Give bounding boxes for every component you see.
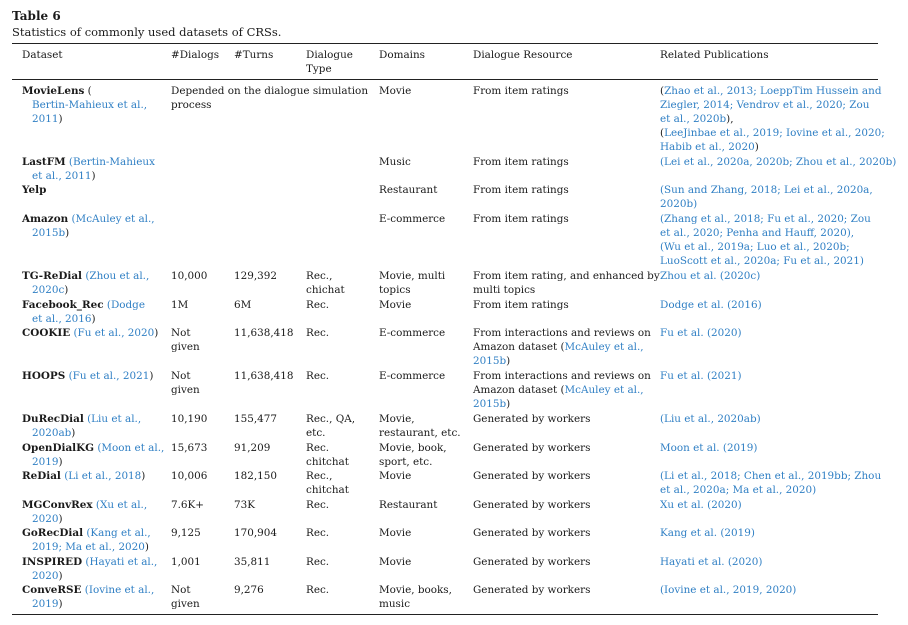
turns-cell: 11,638,418 xyxy=(234,370,294,382)
domains-cell: E-commerce xyxy=(379,370,446,382)
publication-link[interactable]: Hayati et al. (2020) xyxy=(660,556,763,568)
table-caption-text: Statistics of commonly used datasets of CRSs. xyxy=(12,25,282,39)
dataset-cell xyxy=(22,84,92,98)
citation-link[interactable]: 2020 xyxy=(32,570,59,582)
publication-link[interactable]: (Wu et al., 2019a; Luo et al., 2020b; xyxy=(660,241,850,253)
citation-link[interactable]: (Fu et al., 2020 xyxy=(73,327,155,339)
domains-cell: Music xyxy=(379,156,411,168)
cite-close: ) xyxy=(58,456,63,468)
publication-link[interactable]: Kang et al. (2019) xyxy=(660,527,755,539)
type-cell: Rec. xyxy=(306,370,330,382)
publication-link[interactable]: Moon et al. (2019) xyxy=(660,442,758,454)
citation-cell xyxy=(32,426,75,440)
header-dataset: Dataset xyxy=(22,49,63,61)
publication-link[interactable]: Zhao et al., 2013; LoeppTim Hussein and xyxy=(664,85,882,97)
citation-link[interactable]: 2011 xyxy=(32,113,59,125)
publication-link[interactable]: LeeJinbae et al., 2019; Iovine et al., 2020; xyxy=(664,127,885,139)
publication-link[interactable]: (Zhang et al., 2018; Fu et al., 2020; Zou xyxy=(660,213,871,225)
type-cell: chichat xyxy=(306,284,345,296)
header-domains: Domains xyxy=(379,49,425,61)
dialogs-cell: Not xyxy=(171,584,191,596)
type-cell: Rec. xyxy=(306,327,330,339)
header-dialogue-type-line1: Dialogue xyxy=(306,49,353,61)
publication-link[interactable]: (Li et al., 2018; Chen et al., 2019bb; Zhou xyxy=(660,470,882,482)
resource-cell: Generated by workers xyxy=(473,470,591,482)
dialogs-cell: 1,001 xyxy=(171,556,201,568)
publication-link[interactable]: Fu et al. (2020) xyxy=(660,327,742,339)
citation-cell xyxy=(32,455,63,469)
citation-link[interactable]: (Iovine et al., xyxy=(84,584,155,596)
dialogs-cell: 10,006 xyxy=(171,470,208,482)
resource-cell: From interactions and reviews on xyxy=(473,370,651,382)
domains-cell: Movie xyxy=(379,85,412,97)
dataset-name: Yelp xyxy=(22,184,47,196)
resource-cell: From item ratings xyxy=(473,299,569,311)
turns-cell: 182,150 xyxy=(234,470,277,482)
domains-cell: Movie, books, xyxy=(379,584,452,596)
citation-link[interactable]: McAuley et al., xyxy=(564,384,644,396)
citation-link[interactable]: 2020c xyxy=(32,284,65,296)
citation-link[interactable]: (Kang et al., xyxy=(86,527,151,539)
dialogs-cell: 7.6K+ xyxy=(171,499,204,511)
header-dialogs: #Dialogs xyxy=(171,49,220,61)
citation-cell xyxy=(32,169,96,183)
resource-cell xyxy=(473,397,510,411)
publication-link[interactable]: 2020b) xyxy=(660,198,698,210)
type-cell: Rec. xyxy=(306,527,330,539)
domains-cell: music xyxy=(379,598,411,610)
dialogs-cell: Not xyxy=(171,370,191,382)
publication-link[interactable]: Dodge et al. (2016) xyxy=(660,299,762,311)
dataset-cell xyxy=(22,469,145,483)
citation-link[interactable]: (Moon et al., xyxy=(97,442,165,454)
citation-link[interactable]: 2019 xyxy=(32,456,59,468)
citation-link[interactable]: (Hayati et al., xyxy=(85,556,158,568)
dataset-name: OpenDialKG xyxy=(22,442,95,454)
turns-cell: 9,276 xyxy=(234,584,264,596)
resource-cell: From interactions and reviews on xyxy=(473,327,651,339)
citation-link[interactable]: (Fu et al., 2021 xyxy=(68,370,150,382)
cite-open: ( xyxy=(87,85,92,97)
dataset-cell xyxy=(22,269,149,283)
cite-close: ) xyxy=(91,170,96,182)
dataset-cell xyxy=(22,326,158,340)
citation-cell xyxy=(32,312,96,326)
dataset-cell xyxy=(22,212,155,226)
resource-cell: Generated by workers xyxy=(473,556,591,568)
resource-cell: From item rating, and enhanced by xyxy=(473,270,660,282)
type-cell: Rec. xyxy=(306,499,330,511)
publication-link[interactable]: (Sun and Zhang, 2018; Lei et al., 2020a, xyxy=(660,184,873,196)
cite-close: ) xyxy=(58,570,63,582)
header-rule xyxy=(12,79,878,80)
domains-cell: Movie xyxy=(379,470,412,482)
citation-link[interactable]: 2020ab xyxy=(32,427,72,439)
turns-cell: 11,638,418 xyxy=(234,327,294,339)
dataset-name: INSPIRED xyxy=(22,556,83,568)
turns-cell: 73K xyxy=(234,499,255,511)
dialogs-cell: given xyxy=(171,598,200,610)
header-turns: #Turns xyxy=(234,49,274,61)
domains-cell: Restaurant xyxy=(379,184,438,196)
turns-cell: 155,477 xyxy=(234,413,277,425)
type-cell: Rec., xyxy=(306,470,333,482)
domains-cell: Movie, xyxy=(379,413,415,425)
citation-cell xyxy=(32,112,63,126)
turns-cell: 91,209 xyxy=(234,442,271,454)
resource-cell: From item ratings xyxy=(473,184,569,196)
dataset-name: Facebook_Rec xyxy=(22,299,104,311)
paren: ( xyxy=(660,127,665,139)
header-resource: Dialogue Resource xyxy=(473,49,573,61)
citation-link[interactable]: (Dodge xyxy=(106,299,145,311)
domains-cell: restaurant, etc. xyxy=(379,427,461,439)
citation-cell xyxy=(32,569,63,583)
cite-close: ) xyxy=(64,284,69,296)
publication-link[interactable]: Xu et al. (2020) xyxy=(660,499,742,511)
resource-cell: From item ratings xyxy=(473,85,569,97)
paren: ( xyxy=(660,85,665,97)
resource-cell xyxy=(473,383,644,397)
type-cell: Rec. xyxy=(306,299,330,311)
citation-link[interactable]: 2015b xyxy=(32,227,66,239)
cite-close: ) xyxy=(58,113,63,125)
citation-cell xyxy=(32,540,149,554)
dialogs-cell: 1M xyxy=(171,299,189,311)
paren: ) xyxy=(506,355,511,367)
cite-close: ) xyxy=(71,427,76,439)
dataset-cell xyxy=(22,298,145,312)
publication-link[interactable]: et al., 2020a; Ma et al., 2020) xyxy=(660,484,817,496)
type-cell: etc. xyxy=(306,427,326,439)
type-cell: chitchat xyxy=(306,484,349,496)
cite-close: ) xyxy=(144,541,149,553)
cite-close: ) xyxy=(149,370,154,382)
cite-close: ) xyxy=(91,313,96,325)
dataset-name: TG-ReDial xyxy=(22,270,82,282)
resource-cell: Generated by workers xyxy=(473,527,591,539)
header-dialogue-type-line2: Type xyxy=(306,63,332,75)
publications-cell xyxy=(660,140,759,154)
publication-link[interactable]: Fu et al. (2021) xyxy=(660,370,742,382)
turns-cell: 129,392 xyxy=(234,270,277,282)
turns-cell: 35,811 xyxy=(234,556,271,568)
publication-link[interactable]: (Liu et al., 2020ab) xyxy=(660,413,761,425)
domains-cell: Movie, multi xyxy=(379,270,446,282)
dataset-cell xyxy=(22,526,151,540)
publication-link[interactable]: et al., 2020; Penha and Hauff, 2020), xyxy=(660,227,855,239)
citation-link[interactable]: et al., 2016 xyxy=(32,313,92,325)
resource-cell: Generated by workers xyxy=(473,499,591,511)
domains-cell: Movie, book, xyxy=(379,442,447,454)
dataset-cell xyxy=(22,369,153,383)
dataset-name: DuRecDial xyxy=(22,413,84,425)
publications-cell xyxy=(660,84,881,98)
publication-link[interactable]: Zhou et al. (2020c) xyxy=(660,270,761,282)
dialogs-cell: Not xyxy=(171,327,191,339)
type-cell: Rec. xyxy=(306,442,330,454)
dataset-name: MGConvRex xyxy=(22,499,93,511)
citation-link[interactable]: 2019; Ma et al., 2020 xyxy=(32,541,145,553)
dataset-name: GoRecDial xyxy=(22,527,84,539)
citation-cell xyxy=(32,226,69,240)
resource-text: Amazon dataset ( xyxy=(473,341,565,353)
top-rule xyxy=(12,43,878,44)
dialogs-cell: 15,673 xyxy=(171,442,208,454)
citation-link[interactable]: (Liu et al., xyxy=(87,413,142,425)
dataset-name: HOOPS xyxy=(22,370,66,382)
citation-cell xyxy=(32,512,63,526)
citation-link[interactable]: (Zhou et al., xyxy=(85,270,150,282)
cite-close: ) xyxy=(58,598,63,610)
resource-text: Amazon dataset ( xyxy=(473,384,565,396)
table-label: Table 6 xyxy=(12,9,61,23)
citation-link[interactable]: (Li et al., 2018 xyxy=(64,470,142,482)
domains-cell: topics xyxy=(379,284,411,296)
citation-link[interactable]: (Xu et al., xyxy=(95,499,148,511)
citation-link[interactable]: McAuley et al., xyxy=(564,341,644,353)
type-cell: Rec. xyxy=(306,584,330,596)
resource-cell xyxy=(473,354,510,368)
resource-cell: From item ratings xyxy=(473,156,569,168)
domains-cell: Movie xyxy=(379,299,412,311)
dataset-cell xyxy=(22,412,141,426)
citation-link[interactable]: 2015b xyxy=(473,398,507,410)
dialogs-cell: 10,190 xyxy=(171,413,208,425)
citation-link[interactable]: (McAuley et al., xyxy=(71,213,155,225)
publication-link[interactable]: et al., 2020b xyxy=(660,113,727,125)
dataset-name: Amazon xyxy=(22,213,69,225)
citation-cell xyxy=(32,597,63,611)
domains-cell: E-commerce xyxy=(379,213,446,225)
publication-link[interactable]: Habib et al., 2020 xyxy=(660,141,755,153)
type-cell: Rec., QA, xyxy=(306,413,356,425)
paren: ) xyxy=(754,141,759,153)
dialogs-cell: 10,000 xyxy=(171,270,208,282)
resource-cell: From item ratings xyxy=(473,213,569,225)
publication-link[interactable]: LuoScott et al., 2020a; Fu et al., 2021) xyxy=(660,255,864,267)
citation-link[interactable]: et al., 2011 xyxy=(32,170,92,182)
resource-cell: Generated by workers xyxy=(473,442,591,454)
dataset-cell xyxy=(22,441,164,455)
citation-link[interactable]: 2019 xyxy=(32,598,59,610)
domains-cell: Restaurant xyxy=(379,499,438,511)
turns-cell: 170,904 xyxy=(234,527,277,539)
citation-link[interactable]: Bertin-Mahieux et al., xyxy=(32,99,148,111)
resource-cell: multi topics xyxy=(473,284,536,296)
citation-link[interactable]: 2015b xyxy=(473,355,507,367)
publication-link[interactable]: Ziegler, 2014; Vendrov et al., 2020; Zou xyxy=(660,99,870,111)
dataset-name: COOKIE xyxy=(22,327,71,339)
domains-cell: Movie xyxy=(379,527,412,539)
cite-close: ) xyxy=(154,327,159,339)
dialogs-cell: process xyxy=(171,99,212,111)
dataset-name: LastFM xyxy=(22,156,66,168)
publication-link[interactable]: (Iovine et al., 2019, 2020) xyxy=(660,584,797,596)
type-cell: Rec., xyxy=(306,270,333,282)
dataset-name: MovieLens xyxy=(22,85,85,97)
dialogs-cell: Depended on the dialogue simulation xyxy=(171,85,369,97)
type-cell: Rec. xyxy=(306,556,330,568)
dialogs-cell: given xyxy=(171,384,200,396)
dataset-name: ReDial xyxy=(22,470,61,482)
header-publications: Related Publications xyxy=(660,49,769,61)
cite-close: ) xyxy=(58,513,63,525)
cite-close: ) xyxy=(141,470,146,482)
publications-cell xyxy=(660,126,885,140)
paren: ), xyxy=(726,113,734,125)
citation-link[interactable]: 2020 xyxy=(32,513,59,525)
type-cell: chitchat xyxy=(306,456,349,468)
bottom-rule xyxy=(12,614,878,615)
citation-link[interactable]: (Bertin-Mahieux xyxy=(68,156,155,168)
dialogs-cell: given xyxy=(171,341,200,353)
resource-cell xyxy=(473,340,644,354)
turns-cell: 6M xyxy=(234,299,252,311)
dataset-cell xyxy=(22,555,157,569)
publication-link[interactable]: (Lei et al., 2020a, 2020b; Zhou et al., 2020b) xyxy=(660,156,897,168)
resource-cell: Generated by workers xyxy=(473,584,591,596)
paren: ) xyxy=(506,398,511,410)
dataset-name: ConveRSE xyxy=(22,584,82,596)
resource-cell: Generated by workers xyxy=(473,413,591,425)
dialogs-cell: 9,125 xyxy=(171,527,201,539)
cite-close: ) xyxy=(65,227,70,239)
dataset-cell xyxy=(22,155,155,169)
citation-cell xyxy=(32,283,68,297)
domains-cell: sport, etc. xyxy=(379,456,433,468)
domains-cell: Movie xyxy=(379,556,412,568)
dataset-cell xyxy=(22,583,154,597)
publications-cell xyxy=(660,112,734,126)
domains-cell: E-commerce xyxy=(379,327,446,339)
dataset-cell xyxy=(22,498,147,512)
